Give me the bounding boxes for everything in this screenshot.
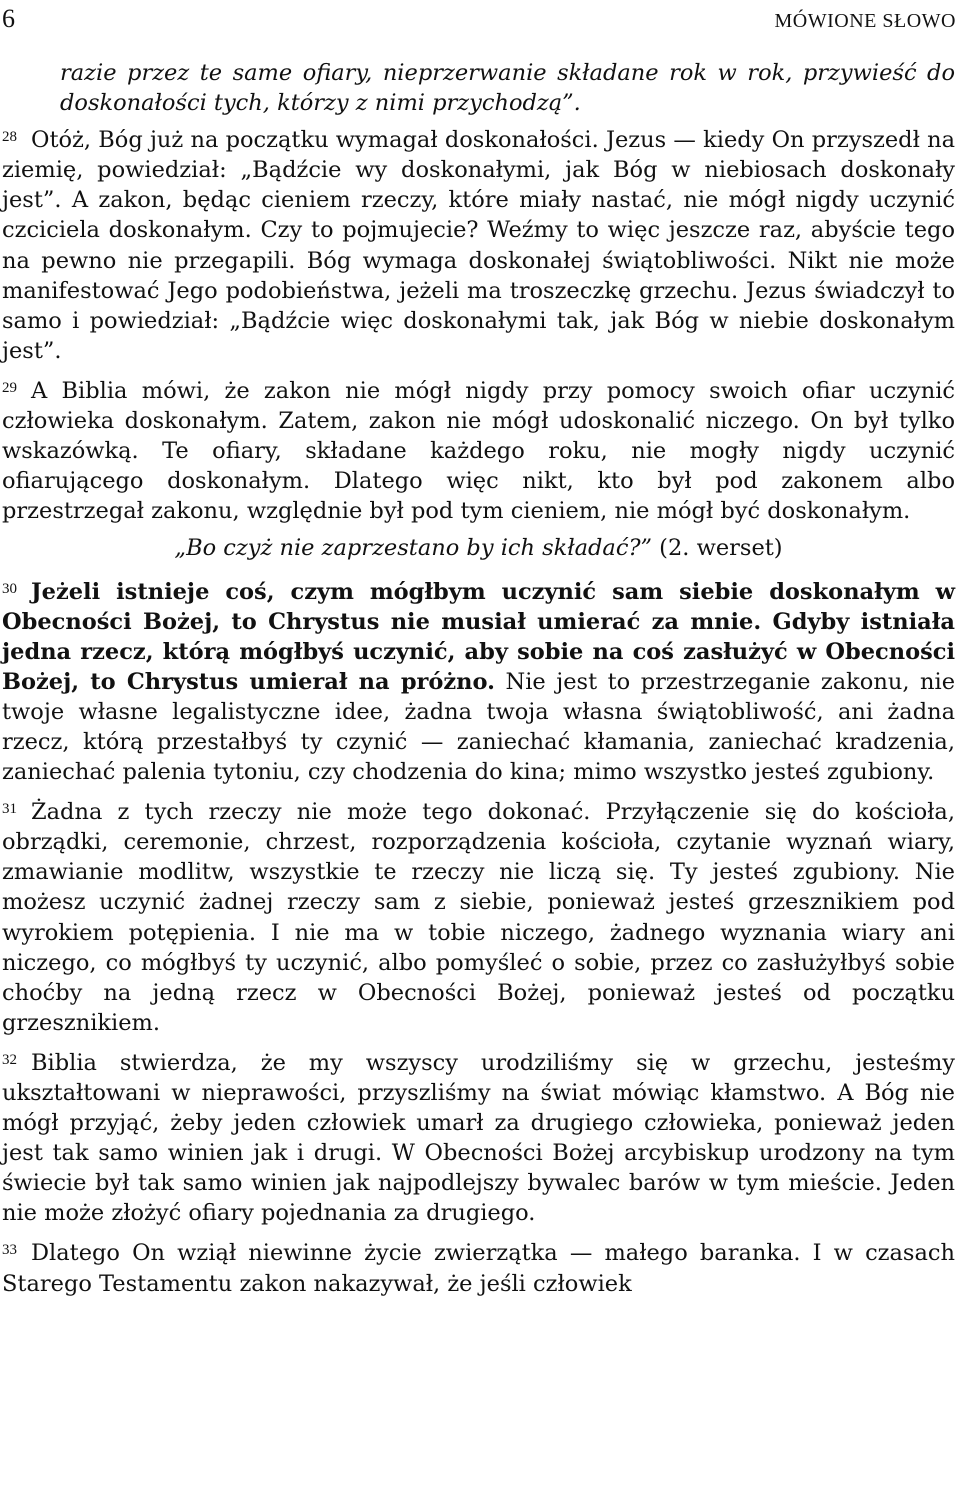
- page-header: [0, 4, 960, 34]
- paragraph-33: [2, 1235, 955, 1298]
- quote-reference: (2. werset): [652, 535, 783, 562]
- bold-text: Jeżeli istnieje coś, czym mógłbym uczynić sam siebie doskonałym w Obecności Bożej, to Chrystus nie musiał umierać za mnie. Gdyby istniała jedna rzecz, którą mógłbyś uczynić, aby sobie na coś zasłużyć w Obecności Bożej, to Chrystus umierał na próżno.: [2, 578, 955, 695]
- paragraph-30: [2, 574, 955, 788]
- paragraph-text: Dlatego On wziął niewinne życie zwierzątka — małego baranka. I w czasach Starego Testamentu zakon nakazywał, że jeśli człowiek: [2, 1240, 955, 1297]
- quote-continuation: razie przez te same ofiary, nieprzerwanie składane rok w rok, przywieść do doskonałości tych, którzy z nimi przychodzą”.: [60, 60, 955, 117]
- page-body: [2, 58, 955, 1306]
- verse-number: 33: [2, 1242, 17, 1259]
- verse-number: 29: [2, 379, 17, 396]
- paragraph-text: A Biblia mówi, że zakon nie mógł nigdy przy pomocy swoich ofiar uczynić człowieka doskonałym. Zatem, zakon nie mógł udoskonalić niczego. On był tylko wskazówką. Te ofiary, składane każdego roku, nie mogły nigdy uczynić ofiarującego doskonałym. Dlatego więc nikt, kto był pod zakonem albo przestrzegał zakonu, względnie był pod tym cieniem, nie mógł być doskonałym.: [2, 377, 955, 525]
- paragraph-31: [2, 794, 955, 1038]
- paragraph-29: [2, 373, 955, 526]
- verse-number: 30: [2, 580, 17, 597]
- paragraph-text: Żadna z tych rzeczy nie może tego dokonać. Przyłączenie się do kościoła, obrządki, ceremonie, chrzest, rozporządzenia kościoła, czytanie wyznań wiary, zmawianie modlitw, wszystkie te rzeczy nie liczą się. Ty jesteś zgubiony. Nie możesz uczynić żadnej rzeczy sam z siebie, ponieważ jesteś grzesznikiem pod wyrokiem potępienia. I nie ma w tobie niczego, żadnego wyznania wiary ani niczego, co mógłbyś ty uczynić, albo pomyśleć o sobie, przez co zasłużyłbyś sobie choćby na jedną rzecz w Obecności Bożej, ponieważ jesteś od początku grzesznikiem.: [2, 799, 955, 1036]
- quote-text: „Bo czyż nie zaprzestano by ich składać?”: [174, 535, 653, 562]
- verse-number: 32: [2, 1051, 17, 1068]
- paragraph-text: Biblia stwierdza, że my wszyscy urodziliśmy się w grzechu, jesteśmy ukształtowani w nieprawości, przyszliśmy na świat mówiąc kłamstwo. A Bóg nie mógł przyjąć, żeby jeden człowiek umarł za drugiego człowieka, ponieważ jeden jest tak samo winien jak i drugi. W Obecności Bożej arcybiskup urodzony na tym świecie był tak samo winien jak najpodlejszy bywalec barów w tym mieście. Jeden nie może złożyć ofiary pojednania za drugiego.: [2, 1049, 955, 1227]
- paragraph-28: [2, 122, 955, 366]
- center-quote: [2, 533, 955, 563]
- paragraph-text: Nie jest to przestrzeganie zakonu, nie twoje własne legalistyczne idee, żadna twoja własna świątobliwość, ani żadna rzecz, którą przestałbyś ty czynić — zaniechać kłamania, zaniechać kradzenia, zaniechać palenia tytoniu, czy chodzenia do kina; mimo wszystko jesteś zgubiony.: [2, 668, 956, 786]
- page-number: 6: [2, 4, 15, 33]
- paragraph-32: [2, 1045, 955, 1229]
- running-title: MÓWIONE SŁOWO: [774, 10, 956, 32]
- verse-number: 28: [2, 129, 17, 146]
- paragraph-text: Otóż, Bóg już na początku wymagał doskonałości. Jezus — kiedy On przyszedł na ziemię, powiedział: „Bądźcie wy doskonałymi, jak Bóg w niebiosach doskonały jest”. A zakon, będąc cieniem rzeczy, które miały nastać, nie mógł nigdy uczynić czciciela doskonałym. Czy to pojmujecie? Weźmy to więc jeszcze raz, abyście tego na pewno nie przegapili. Bóg wymaga doskonałej świątobliwości. Nikt nie może manifestować Jego podobieństwa, jeżeli ma troszeczkę grzechu. Jezus świadczył to samo i powiedział: „Bądźcie więc doskonałymi tak, jak Bóg w niebie doskonałym jest”.: [2, 127, 955, 364]
- verse-number: 31: [2, 801, 17, 818]
